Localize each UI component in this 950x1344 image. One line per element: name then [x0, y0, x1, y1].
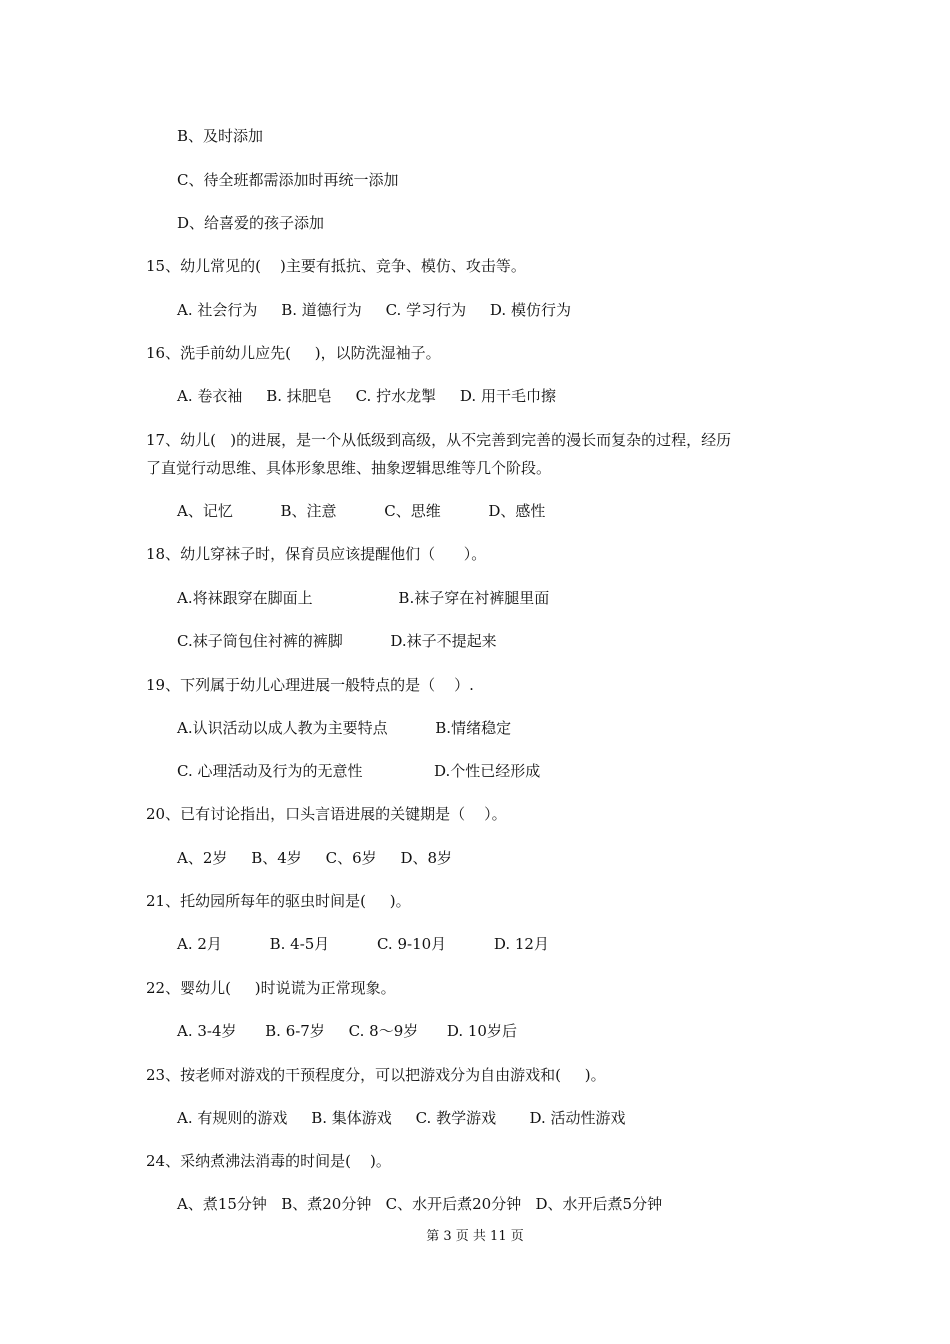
options-23: A. 有规则的游戏 B. 集体游戏 C. 教学游戏 D. 活动性游戏: [177, 1109, 626, 1127]
question-21: 21、托幼园所每年的驱虫时间是( )。: [146, 892, 411, 910]
question-20: 20、已有讨论指出，口头言语进展的关键期是（ ）。: [146, 805, 507, 823]
options-20: A、2岁 B、4岁 C、6岁 D、8岁: [177, 849, 453, 867]
question-19: 19、下列属于幼儿心理进展一般特点的是（ ）.: [146, 676, 474, 694]
option-14-c: C、待全班都需添加时再统一添加: [177, 171, 399, 189]
options-24: A、煮15分钟 B、煮20分钟 C、水开后煮20分钟 D、水开后煮5分钟: [177, 1195, 663, 1213]
question-16: 16、洗手前幼儿应先( )，以防洗湿袖子。: [146, 344, 441, 362]
question-15: 15、幼儿常见的( )主要有抵抗、竞争、模仿、攻击等。: [146, 257, 526, 275]
question-22: 22、婴幼儿( )时说谎为正常现象。: [146, 979, 396, 997]
options-22: A. 3-4岁 B. 6-7岁 C. 8～9岁 D. 10岁后: [177, 1022, 517, 1040]
options-16: A. 卷衣袖 B. 抹肥皂 C. 拧水龙掣 D. 用干毛巾擦: [177, 387, 556, 405]
options-19-row-2: C. 心理活动及行为的无意性 D.个性已经形成: [177, 762, 541, 780]
options-21: A. 2月 B. 4-5月 C. 9-10月 D. 12月: [177, 935, 549, 953]
question-23: 23、按老师对游戏的干预程度分，可以把游戏分为自由游戏和( )。: [146, 1066, 606, 1084]
options-17: A、记忆 B、注意 C、思维 D、感性: [177, 502, 546, 520]
options-19-row-1: A.认识活动以成人教为主要特点 B.情绪稳定: [177, 719, 512, 737]
page-footer: 第 3 页 共 11 页: [426, 1229, 524, 1244]
question-17-line-1: 17、幼儿( )的进展，是一个从低级到高级，从不完善到完善的漫长而复杂的过程，经历: [146, 431, 732, 449]
question-24: 24、采纳煮沸法消毒的时间是( )。: [146, 1152, 391, 1170]
options-18-row-1: A.将袜跟穿在脚面上 B.袜子穿在衬裤腿里面: [177, 589, 550, 607]
option-14-b: B、及时添加: [177, 127, 264, 145]
options-18-row-2: C.袜子筒包住衬裤的裤脚 D.袜子不提起来: [177, 632, 497, 650]
options-15: A. 社会行为 B. 道德行为 C. 学习行为 D. 模仿行为: [177, 301, 571, 319]
option-14-d: D、给喜爱的孩子添加: [177, 214, 325, 232]
question-17-line-2: 了直觉行动思维、具体形象思维、抽象逻辑思维等几个阶段。: [146, 459, 552, 477]
question-18: 18、幼儿穿袜子时，保育员应该提醒他们（ ）。: [146, 545, 487, 563]
